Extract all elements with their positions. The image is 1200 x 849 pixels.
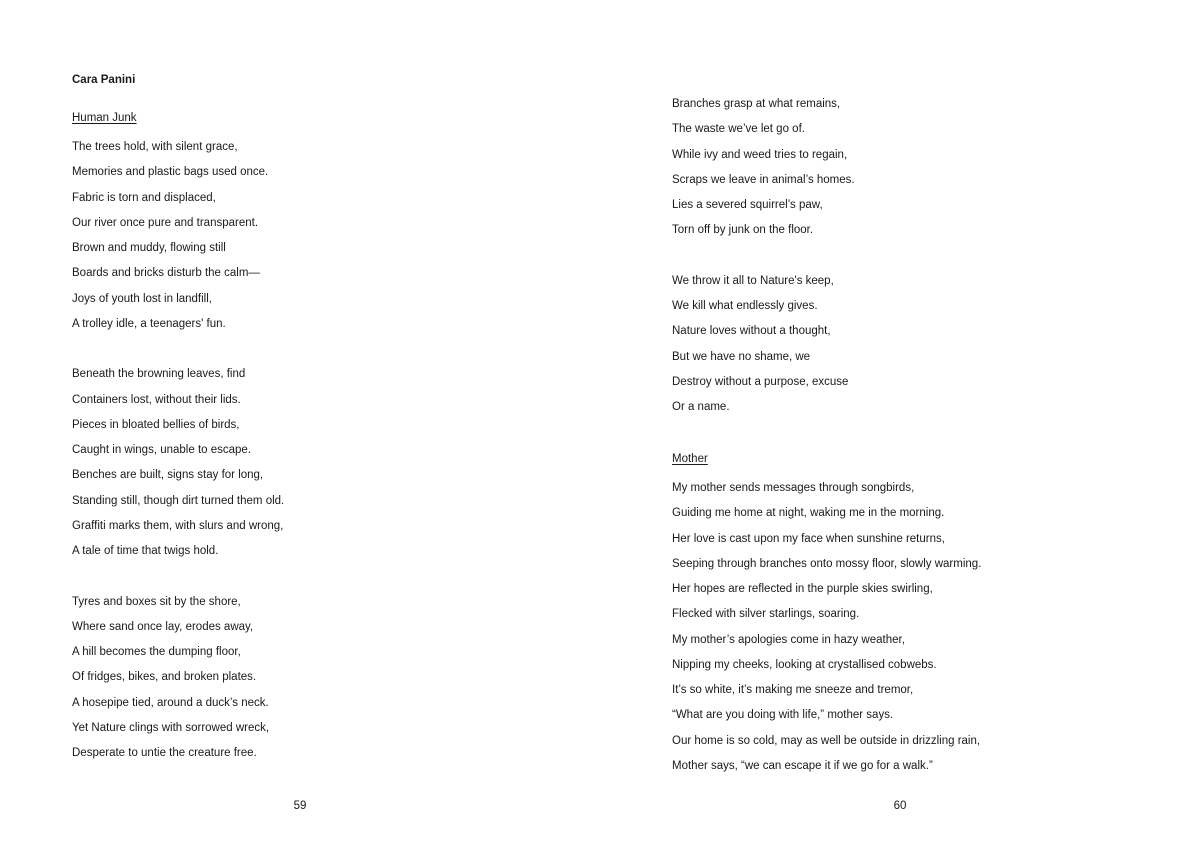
stanza-break xyxy=(672,244,855,269)
poem-line: Fabric is torn and displaced, xyxy=(72,191,216,204)
poem-title-mother: Mother xyxy=(672,453,708,465)
poem-line: Mother says, “we can escape it if we go for a walk.” xyxy=(672,759,933,772)
poem-line: Memories and plastic bags used once. xyxy=(72,166,269,179)
poem-line: The waste we’ve let go of. xyxy=(672,123,805,136)
poem-line: Caught in wings, unable to escape. xyxy=(72,444,252,456)
poem-line: Graffiti marks them, with slurs and wrong, xyxy=(72,519,284,532)
poem-line: Or a name. xyxy=(672,401,730,413)
poem-line: My mother sends messages through songbirds, xyxy=(672,482,915,494)
poem-line: Our river once pure and transparent. xyxy=(72,216,259,229)
poem-line: A trolley idle, a teenagers' fun. xyxy=(72,317,226,330)
poem-line: But we have no shame, we xyxy=(672,350,811,363)
author-name: Cara Panini xyxy=(72,74,136,86)
poem-line: Her hopes are reflected in the purple skies swirling, xyxy=(672,583,933,595)
poem-line: Nature loves without a thought, xyxy=(672,325,831,338)
poem-line: A hosepipe tied, around a duck’s neck. xyxy=(72,696,269,709)
poem-line: Desperate to untie the creature free. xyxy=(72,747,257,759)
poem-line: Flecked with silver starlings, soaring. xyxy=(672,608,860,621)
poem-line: Our home is so cold, may as well be outside in drizzling rain, xyxy=(672,734,981,747)
page-number: 59 xyxy=(293,800,307,812)
poem-line: Guiding me home at night, waking me in the morning. xyxy=(672,507,945,520)
poem-line: Branches grasp at what remains, xyxy=(672,98,841,110)
poem-line: Scraps we leave in animal’s homes. xyxy=(672,173,855,186)
poem-line: Lies a severed squirrel’s paw, xyxy=(672,199,823,211)
poem-line: Yet Nature clings with sorrowed wreck, xyxy=(72,721,270,734)
poem-line: Tyres and boxes sit by the shore, xyxy=(72,595,241,608)
poem-line: Benches are built, signs stay for long, xyxy=(72,469,264,482)
poem-line: We throw it all to Nature's keep, xyxy=(672,274,834,287)
poem-line: Brown and muddy, flowing still xyxy=(72,242,226,254)
poem-line: Boards and bricks disturb the calm— xyxy=(72,267,260,280)
poem-line: Joys of youth lost in landfill, xyxy=(72,292,212,305)
poem-line: “What are you doing with life,” mother says. xyxy=(672,709,894,722)
poem-human-junk-body xyxy=(72,135,284,766)
poem-line: My mother’s apologies come in hazy weather, xyxy=(672,633,905,646)
poem-line: Of fridges, bikes, and broken plates. xyxy=(72,671,257,684)
page-number: 60 xyxy=(893,800,907,812)
poem-line: Beneath the browning leaves, find xyxy=(72,368,246,381)
poem-line: A tale of time that twigs hold. xyxy=(72,545,219,557)
poem-title-human-junk: Human Junk xyxy=(72,112,137,124)
poem-line: Containers lost, without their lids. xyxy=(72,393,241,406)
poem-line: Standing still, though dirt turned them old. xyxy=(72,494,285,507)
poem-line: Where sand once lay, erodes away, xyxy=(72,620,254,633)
poem-line: While ivy and weed tries to regain, xyxy=(672,148,848,161)
poem-line: It’s so white, it’s making me sneeze and tremor, xyxy=(672,684,914,696)
stanza-break xyxy=(72,337,284,362)
poem-line: Pieces in bloated bellies of birds, xyxy=(72,418,240,431)
poem-line: Torn off by junk on the floor. xyxy=(672,224,814,237)
poem-line: We kill what endlessly gives. xyxy=(672,300,818,312)
poem-line: Her love is cast upon my face when sunshine returns, xyxy=(672,532,945,545)
poem-human-junk-continued xyxy=(672,92,855,420)
stanza-break xyxy=(72,564,284,589)
poem-mother-body xyxy=(672,476,981,779)
poem-line: Nipping my cheeks, looking at crystallised cobwebs. xyxy=(672,658,937,671)
right-page xyxy=(600,0,1200,849)
poem-line: The trees hold, with silent grace, xyxy=(72,141,238,153)
poem-line: A hill becomes the dumping floor, xyxy=(72,646,241,658)
poem-line: Seeping through branches onto mossy floor, slowly warming. xyxy=(672,557,982,570)
poem-line: Destroy without a purpose, excuse xyxy=(672,375,849,388)
